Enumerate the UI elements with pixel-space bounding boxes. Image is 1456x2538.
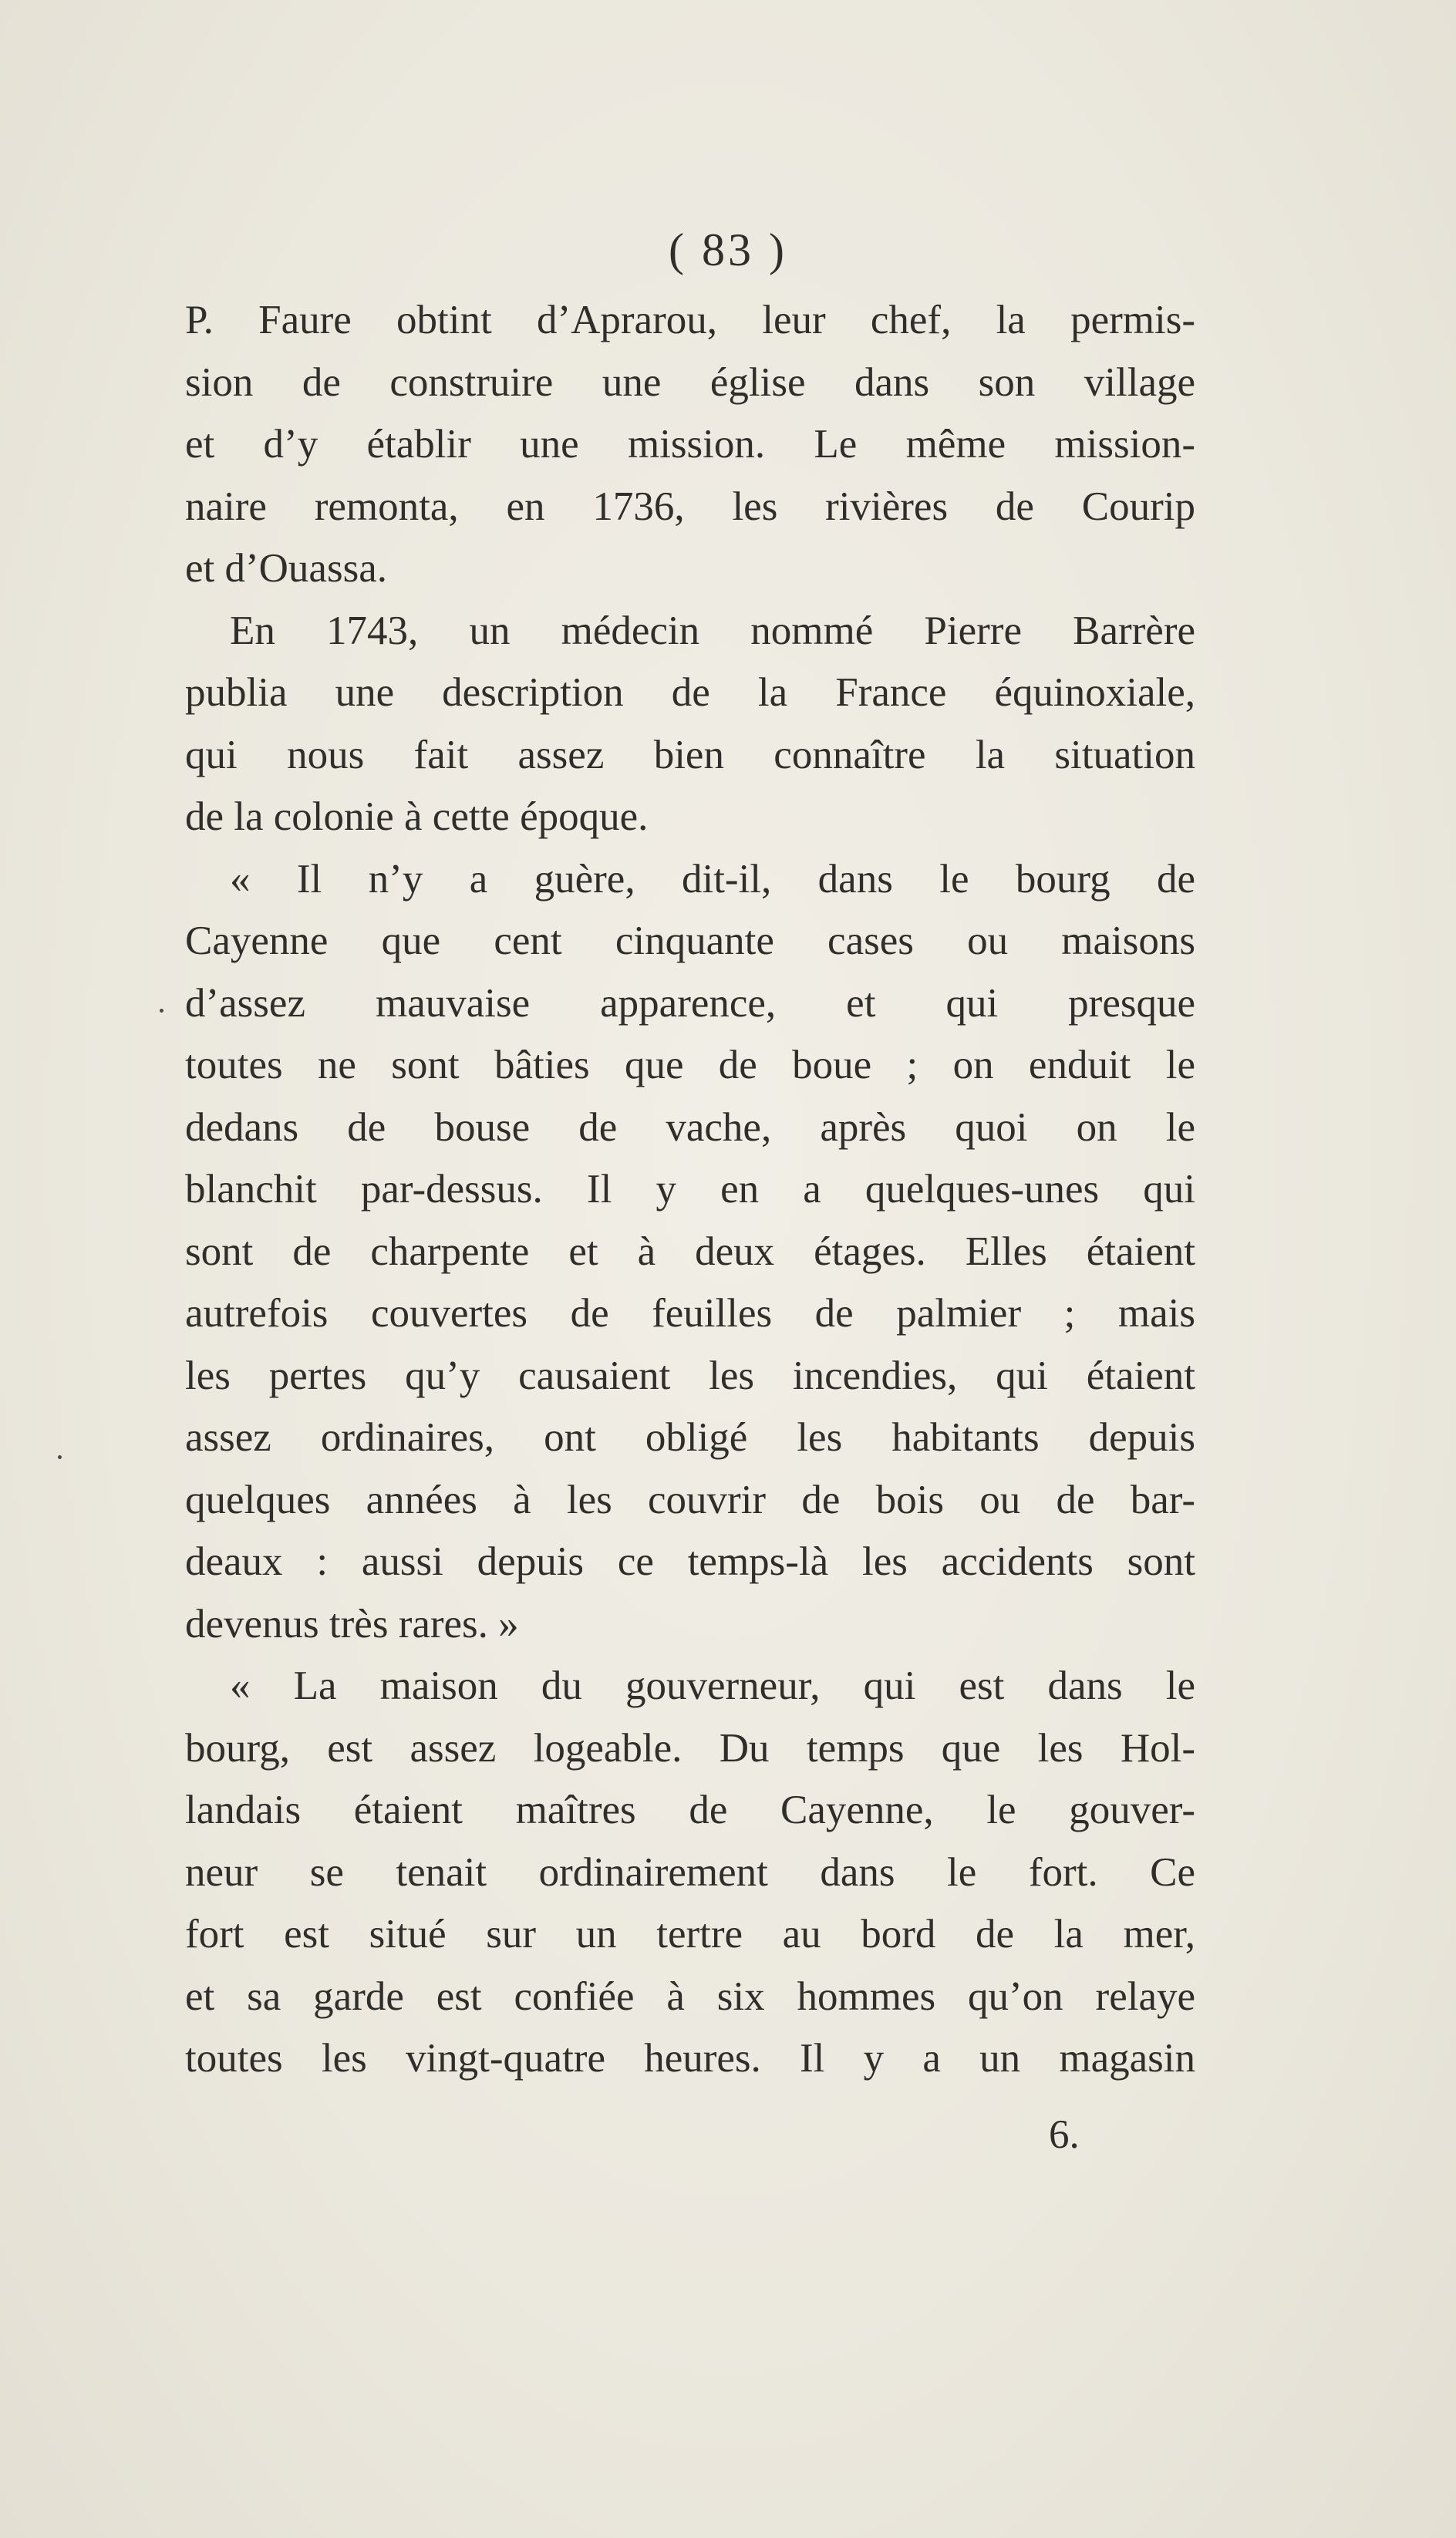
page-number-header: ( 83 ) (669, 224, 787, 275)
text-line: assez ordinaires, ont obligé les habitants depuis (185, 1415, 1195, 1460)
text-line: sion de construire une église dans son village (185, 359, 1195, 405)
text-line: « Il n’y a guère, dit-il, dans le bourg de (230, 856, 1195, 902)
text-line: toutes les vingt-quatre heures. Il y a un magasin (185, 2036, 1195, 2081)
text-line: neur se tenait ordinairement dans le fort. Ce (185, 1849, 1195, 1895)
text-line: toutes ne sont bâties que de boue ; on enduit le (185, 1043, 1195, 1087)
text-line: qui nous fait assez bien connaître la situation (185, 732, 1195, 777)
text-line: deaux : aussi depuis ce temps-là les accidents sont (185, 1539, 1195, 1584)
text-line: de la colonie à cette époque. (185, 794, 649, 839)
text-line: Cayenne que cent cinquante cases ou maisons (185, 918, 1195, 963)
text-line: dedans de bouse de vache, après quoi on le (185, 1104, 1195, 1150)
text-line: landais étaient maîtres de Cayenne, le gouver- (185, 1788, 1195, 1832)
text-line: naire remonta, en 1736, les rivières de Courip (185, 484, 1195, 529)
text-line: bourg, est assez logeable. Du temps que les Hol- (185, 1725, 1195, 1771)
margin-speck (58, 1455, 62, 1459)
text-line: blanchit par-dessus. Il y en a quelques-unes qui (185, 1167, 1195, 1212)
paragraph (185, 289, 1195, 600)
text-line: sont de charpente et à deux étages. Elles étaient (185, 1229, 1195, 1274)
text-line: les pertes qu’y causaient les incendies, qui étaient (185, 1353, 1195, 1398)
text-line: « La maison du gouverneur, qui est dans le (230, 1663, 1195, 1708)
margin-speck (160, 1009, 163, 1013)
paragraph (185, 1655, 1195, 2090)
text-line: fort est situé sur un tertre au bord de la mer, (185, 1912, 1195, 1957)
text-line: En 1743, un médecin nommé Pierre Barrère (230, 608, 1195, 653)
text-line: P. Faure obtint d’Aprarou, leur chef, la permis- (185, 298, 1195, 342)
text-line: d’assez mauvaise apparence, et qui presque (185, 980, 1195, 1026)
text-line: publia une description de la France équinoxiale, (185, 670, 1195, 715)
text-line: et sa garde est confiée à six hommes qu’on relaye (185, 1973, 1195, 2019)
paragraph (185, 600, 1195, 848)
text-line: et d’Ouassa. (185, 546, 387, 591)
paragraph (185, 848, 1195, 1656)
text-line: et d’y établir une mission. Le même mission- (185, 422, 1195, 467)
text-line: devenus très rares. » (185, 1601, 519, 1646)
signature-mark: 6. (1049, 2112, 1080, 2157)
text-line: quelques années à les couvrir de bois ou de bar- (185, 1477, 1195, 1522)
page-body-text (185, 289, 1195, 2090)
text-line: autrefois couvertes de feuilles de palmier ; mais (185, 1291, 1195, 1336)
